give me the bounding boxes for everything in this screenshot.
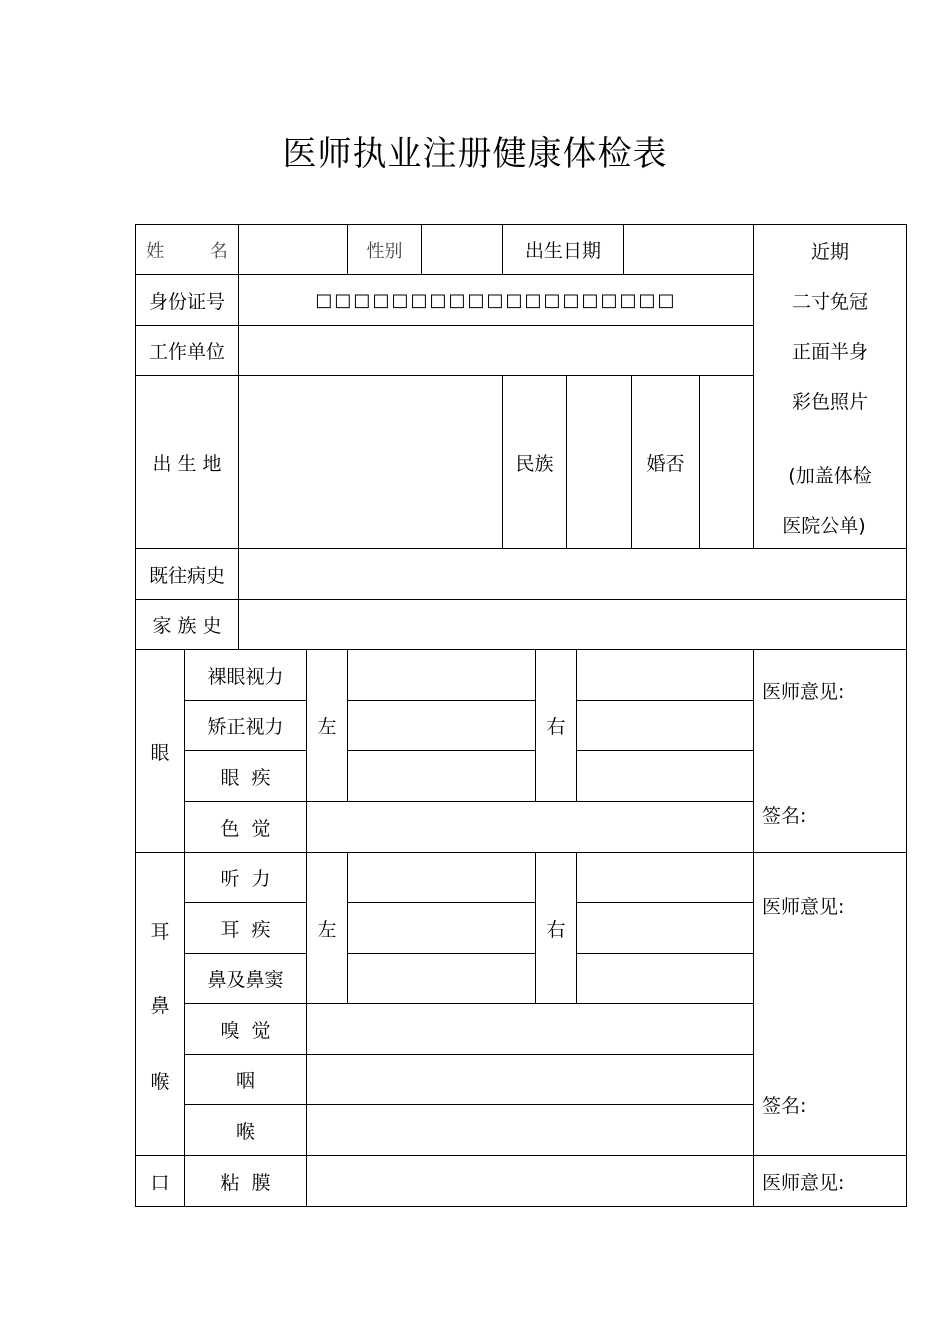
birthplace-field[interactable] (239, 376, 502, 548)
ent-left-label: 左 (317, 918, 337, 941)
table-border-right (906, 224, 907, 1206)
ear-disease-left-field[interactable] (348, 903, 535, 953)
id-number-boxes[interactable]: □□□□□□□□□□□□□□□□□□□ (315, 289, 677, 311)
birth-date-label: 出生日期 (524, 240, 601, 262)
smell-field[interactable] (307, 1004, 753, 1054)
marital-label: 婚否 (646, 452, 685, 475)
ear-disease-label: 耳 疾 (220, 918, 271, 941)
hearing-label: 听 力 (220, 868, 271, 890)
photo-note-line1: 近期 (810, 240, 849, 263)
naked-vision-right-field[interactable] (577, 650, 753, 700)
photo-note-line4: 彩色照片 (791, 390, 868, 413)
smell-label: 嗅 觉 (220, 1019, 271, 1042)
eye-disease-label: 眼 疾 (220, 766, 271, 789)
eye-signature-label: 签名: (762, 804, 807, 827)
family-history-label: 家 族 史 (152, 615, 222, 637)
past-history-field[interactable] (239, 549, 906, 599)
corrected-vision-right-field[interactable] (577, 701, 753, 750)
hearing-right-field[interactable] (577, 853, 753, 902)
ethnicity-label: 民族 (515, 452, 554, 475)
naked-vision-label: 裸眼视力 (207, 665, 284, 688)
family-history-field[interactable] (239, 600, 906, 649)
mouth-doctor-opinion-label: 医师意见: (762, 1171, 845, 1194)
photo-note-line6: 医院公单) (782, 514, 866, 537)
birth-date-field[interactable] (624, 225, 753, 274)
nose-sinus-left-field[interactable] (348, 954, 535, 1003)
name-field[interactable] (239, 225, 347, 274)
mucosa-field[interactable] (307, 1156, 753, 1206)
mucosa-label: 粘 膜 (220, 1171, 271, 1194)
work-unit-field[interactable] (239, 326, 753, 375)
page-title: 医师执业注册健康体检表 (282, 134, 668, 174)
ent-section-label-nose: 鼻 (150, 994, 170, 1017)
marital-field[interactable] (700, 376, 753, 548)
color-vision-field[interactable] (307, 802, 753, 852)
nose-sinus-label: 鼻及鼻窦 (207, 969, 284, 991)
ethnicity-field[interactable] (567, 376, 631, 548)
ent-signature-label: 签名: (762, 1094, 807, 1117)
nose-sinus-right-field[interactable] (577, 954, 753, 1003)
gender-field[interactable] (422, 225, 502, 274)
eye-right-label: 右 (546, 716, 566, 738)
eye-section-label: 眼 (150, 741, 170, 764)
corrected-vision-left-field[interactable] (348, 701, 535, 750)
eye-disease-right-field[interactable] (577, 751, 753, 801)
col-divider (753, 649, 754, 1206)
ent-section-label-throat: 喉 (150, 1070, 170, 1093)
larynx-field[interactable] (307, 1105, 753, 1155)
name-label: 姓 名 (146, 240, 228, 262)
eye-doctor-opinion-label: 医师意见: (762, 680, 845, 703)
ent-section-label-ear: 耳 (150, 920, 170, 943)
work-unit-label: 工作单位 (148, 341, 225, 363)
ent-right-label: 右 (546, 918, 566, 941)
mouth-section-label: 口 (150, 1171, 170, 1194)
ent-doctor-opinion-label: 医师意见: (762, 895, 845, 918)
corrected-vision-label: 矫正视力 (207, 716, 284, 738)
id-number-label: 身份证号 (148, 290, 225, 313)
photo-note-line2: 二寸免冠 (791, 290, 868, 313)
past-history-label: 既往病史 (148, 564, 225, 587)
eye-disease-left-field[interactable] (348, 751, 535, 801)
hearing-left-field[interactable] (348, 853, 535, 902)
larynx-label: 喉 (235, 1120, 255, 1143)
table-border-bottom (135, 1206, 907, 1207)
eye-left-label: 左 (317, 716, 337, 738)
gender-label: 性别 (366, 240, 403, 262)
photo-note-line3: 正面半身 (791, 340, 868, 363)
color-vision-label: 色 觉 (220, 817, 271, 840)
pharynx-field[interactable] (307, 1055, 753, 1104)
photo-note-line5: (加盖体检 (788, 464, 872, 487)
birthplace-label: 出 生 地 (152, 452, 222, 475)
pharynx-label: 咽 (235, 1070, 255, 1092)
naked-vision-left-field[interactable] (348, 650, 535, 700)
ear-disease-right-field[interactable] (577, 903, 753, 953)
